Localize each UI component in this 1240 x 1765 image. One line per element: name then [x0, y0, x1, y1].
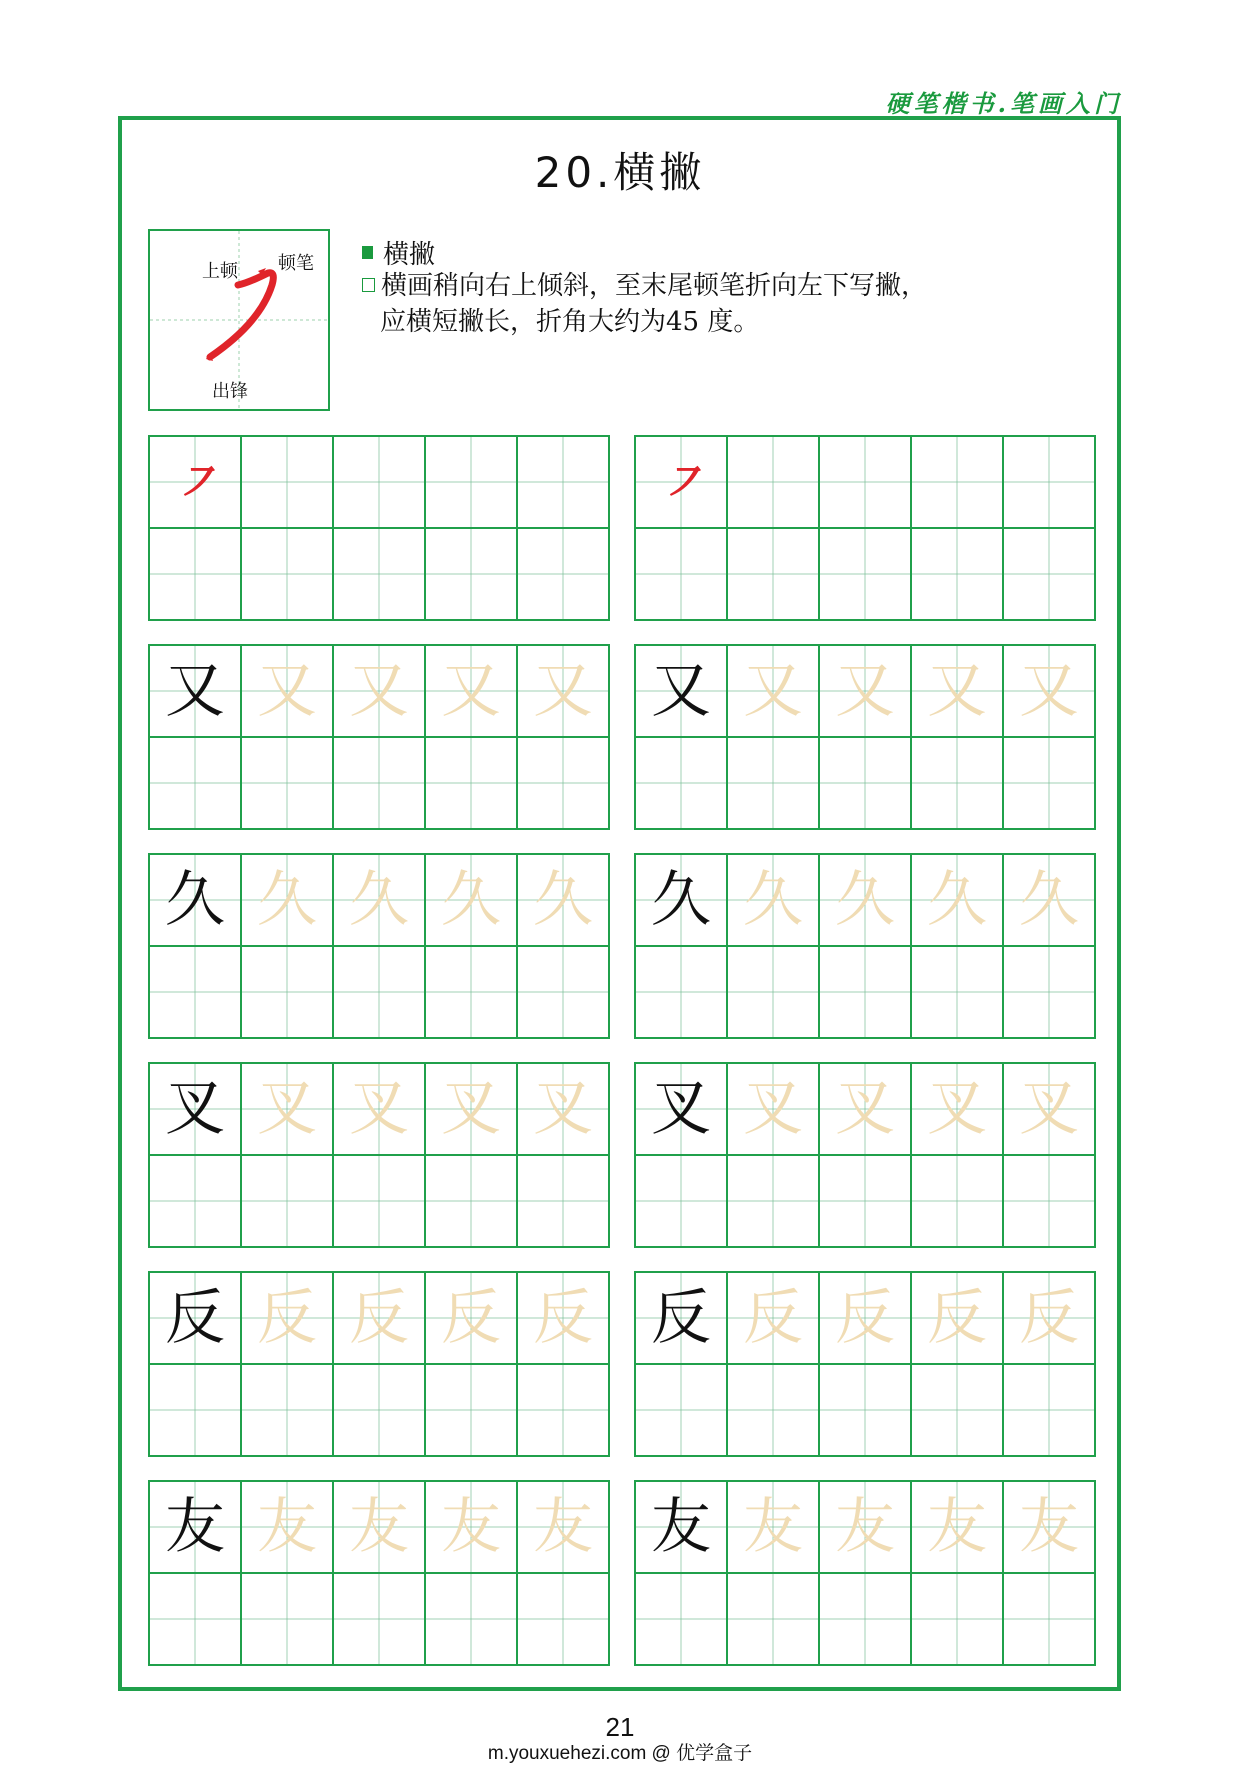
trace-character: 友 [533, 1492, 593, 1562]
writing-cell[interactable] [332, 1363, 424, 1455]
writing-cell[interactable] [634, 527, 726, 619]
trace-character: 又 [441, 656, 501, 726]
writing-cell[interactable] [818, 736, 910, 828]
trace-character: 友 [257, 1492, 317, 1562]
writing-cell[interactable] [726, 1363, 818, 1455]
writing-cell[interactable] [240, 1363, 332, 1455]
writing-cell[interactable] [726, 644, 818, 736]
practice-grid [148, 1480, 610, 1666]
trace-character: 又 [927, 656, 987, 726]
writing-cell[interactable] [240, 644, 332, 736]
writing-cell[interactable] [726, 1480, 818, 1572]
trace-character: 叉 [349, 1074, 409, 1144]
writing-cell[interactable] [1002, 1271, 1094, 1363]
trace-character: 反 [533, 1283, 593, 1353]
trace-character: 久 [441, 865, 501, 935]
writing-cell[interactable] [332, 1154, 424, 1246]
trace-character: 又 [835, 656, 895, 726]
model-character: 叉 [651, 1074, 711, 1144]
writing-cell[interactable] [148, 644, 240, 736]
writing-cell[interactable] [240, 1572, 332, 1664]
trace-character: 又 [743, 656, 803, 726]
writing-cell[interactable] [240, 945, 332, 1037]
writing-cell[interactable] [818, 1480, 910, 1572]
writing-cell[interactable] [332, 853, 424, 945]
trace-character: 反 [835, 1283, 895, 1353]
trace-character: 反 [441, 1283, 501, 1353]
practice-grid [634, 1480, 1096, 1666]
stroke-demo-box [148, 229, 330, 411]
writing-cell[interactable] [726, 1572, 818, 1664]
writing-cell[interactable] [240, 1271, 332, 1363]
writing-cell[interactable] [332, 945, 424, 1037]
writing-cell[interactable] [634, 1271, 726, 1363]
writing-cell[interactable] [1002, 853, 1094, 945]
page-number: 21 [605, 1712, 635, 1742]
model-character: 友 [651, 1492, 711, 1562]
trace-character: 又 [257, 656, 317, 726]
demo-label-bottom: 出锋 [212, 381, 248, 402]
writing-cell[interactable] [148, 1062, 240, 1154]
trace-character: 叉 [1019, 1074, 1079, 1144]
practice-grid [634, 1062, 1096, 1248]
trace-character: 反 [257, 1283, 317, 1353]
writing-cell[interactable] [910, 853, 1002, 945]
writing-cell[interactable] [634, 644, 726, 736]
model-character: 又 [165, 656, 225, 726]
writing-cell[interactable] [516, 1271, 608, 1363]
model-character: 反 [651, 1283, 711, 1353]
writing-cell[interactable] [818, 527, 910, 619]
page-title: 20.横撇 [534, 148, 706, 197]
trace-character: 反 [349, 1283, 409, 1353]
writing-cell[interactable] [726, 736, 818, 828]
writing-cell[interactable] [424, 527, 516, 619]
writing-cell[interactable] [910, 527, 1002, 619]
writing-cell[interactable] [148, 853, 240, 945]
trace-character: 友 [1019, 1492, 1079, 1562]
trace-character: 久 [1019, 865, 1079, 935]
header-brand: 硬笔楷书.笔画入门 [885, 89, 1122, 118]
practice-grid [148, 1271, 610, 1457]
writing-cell[interactable] [424, 853, 516, 945]
model-character: ㇇ [658, 455, 704, 509]
writing-cell[interactable] [1002, 945, 1094, 1037]
writing-cell[interactable] [148, 1154, 240, 1246]
writing-cell[interactable] [148, 1271, 240, 1363]
writing-cell[interactable] [516, 1062, 608, 1154]
writing-cell[interactable] [240, 435, 332, 527]
writing-cell[interactable] [818, 1271, 910, 1363]
trace-character: 友 [927, 1492, 987, 1562]
writing-cell[interactable] [634, 1572, 726, 1664]
writing-cell[interactable] [240, 1062, 332, 1154]
writing-cell[interactable] [424, 435, 516, 527]
writing-cell[interactable] [516, 1363, 608, 1455]
writing-cell[interactable] [424, 1062, 516, 1154]
writing-cell[interactable] [726, 853, 818, 945]
writing-cell[interactable] [332, 527, 424, 619]
writing-cell[interactable] [332, 1572, 424, 1664]
trace-character: 又 [533, 656, 593, 726]
writing-cell[interactable] [910, 435, 1002, 527]
writing-cell[interactable] [148, 1363, 240, 1455]
writing-cell[interactable] [240, 527, 332, 619]
stroke-description [362, 268, 1082, 340]
writing-cell[interactable] [1002, 1572, 1094, 1664]
description-line-1: 横画稍向右上倾斜，至末尾顿笔折向左下写撇， [362, 268, 1082, 304]
trace-character: 叉 [927, 1074, 987, 1144]
writing-cell[interactable] [516, 1154, 608, 1246]
writing-cell[interactable] [516, 435, 608, 527]
trace-character: 友 [349, 1492, 409, 1562]
writing-cell[interactable] [148, 527, 240, 619]
writing-cell[interactable] [818, 945, 910, 1037]
writing-cell[interactable] [516, 1480, 608, 1572]
model-character: 友 [165, 1492, 225, 1562]
writing-cell[interactable] [818, 1154, 910, 1246]
writing-cell[interactable] [424, 1271, 516, 1363]
writing-cell[interactable] [148, 435, 240, 527]
trace-character: 又 [1019, 656, 1079, 726]
writing-cell[interactable] [818, 1062, 910, 1154]
writing-cell[interactable] [818, 1363, 910, 1455]
trace-character: 友 [441, 1492, 501, 1562]
practice-grid [634, 644, 1096, 830]
practice-grid [148, 435, 610, 621]
writing-cell[interactable] [424, 1572, 516, 1664]
writing-cell[interactable] [910, 1271, 1002, 1363]
writing-cell[interactable] [332, 1062, 424, 1154]
model-character: 久 [165, 865, 225, 935]
writing-cell[interactable] [148, 1572, 240, 1664]
trace-character: 久 [349, 865, 409, 935]
practice-grid [148, 1062, 610, 1248]
writing-cell[interactable] [634, 853, 726, 945]
writing-cell[interactable] [726, 435, 818, 527]
writing-cell[interactable] [1002, 1363, 1094, 1455]
writing-cell[interactable] [332, 644, 424, 736]
writing-cell[interactable] [634, 435, 726, 527]
model-character: ㇇ [172, 455, 218, 509]
writing-cell[interactable] [424, 644, 516, 736]
writing-cell[interactable] [424, 1480, 516, 1572]
writing-cell[interactable] [726, 945, 818, 1037]
writing-cell[interactable] [516, 1572, 608, 1664]
description-line-2: 应横短撇长，折角大约为45 度。 [380, 307, 760, 337]
trace-character: 又 [349, 656, 409, 726]
writing-cell[interactable] [240, 853, 332, 945]
trace-character: 久 [257, 865, 317, 935]
open-square-icon [362, 278, 375, 292]
writing-cell[interactable] [1002, 1062, 1094, 1154]
writing-cell[interactable] [148, 1480, 240, 1572]
trace-character: 友 [835, 1492, 895, 1562]
writing-cell[interactable] [1002, 527, 1094, 619]
model-character: 又 [651, 656, 711, 726]
writing-cell[interactable] [634, 1062, 726, 1154]
footer-site: m.youxuehezi.com @ 优学盒子 [487, 1743, 753, 1764]
filled-square-icon [362, 246, 373, 259]
writing-cell[interactable] [634, 736, 726, 828]
writing-cell[interactable] [332, 1480, 424, 1572]
writing-cell[interactable] [424, 1154, 516, 1246]
writing-cell[interactable] [1002, 736, 1094, 828]
trace-character: 叉 [743, 1074, 803, 1144]
trace-character: 叉 [257, 1074, 317, 1144]
writing-cell[interactable] [910, 1363, 1002, 1455]
section-heading [362, 234, 435, 271]
writing-cell[interactable] [634, 1154, 726, 1246]
trace-character: 叉 [441, 1074, 501, 1144]
writing-cell[interactable] [726, 1271, 818, 1363]
trace-character: 反 [743, 1283, 803, 1353]
demo-label-top-right: 顿笔 [278, 253, 314, 274]
writing-cell[interactable] [726, 1062, 818, 1154]
writing-cell[interactable] [910, 1154, 1002, 1246]
model-character: 叉 [165, 1074, 225, 1144]
writing-cell[interactable] [1002, 435, 1094, 527]
writing-cell[interactable] [910, 644, 1002, 736]
writing-cell[interactable] [910, 1572, 1002, 1664]
writing-cell[interactable] [634, 1363, 726, 1455]
writing-cell[interactable] [818, 435, 910, 527]
writing-cell[interactable] [1002, 644, 1094, 736]
model-character: 久 [651, 865, 711, 935]
writing-cell[interactable] [516, 644, 608, 736]
trace-character: 久 [743, 865, 803, 935]
trace-character: 叉 [533, 1074, 593, 1144]
writing-cell[interactable] [424, 1363, 516, 1455]
writing-cell[interactable] [818, 644, 910, 736]
writing-cell[interactable] [910, 1062, 1002, 1154]
writing-cell[interactable] [240, 1480, 332, 1572]
writing-cell[interactable] [148, 945, 240, 1037]
writing-cell[interactable] [516, 945, 608, 1037]
writing-cell[interactable] [726, 527, 818, 619]
writing-cell[interactable] [516, 853, 608, 945]
writing-cell[interactable] [1002, 1154, 1094, 1246]
practice-grid [634, 853, 1096, 1039]
writing-cell[interactable] [516, 736, 608, 828]
practice-grid [148, 853, 610, 1039]
trace-character: 久 [927, 865, 987, 935]
writing-cell[interactable] [818, 853, 910, 945]
trace-character: 久 [533, 865, 593, 935]
writing-cell[interactable] [634, 1480, 726, 1572]
trace-character: 久 [835, 865, 895, 935]
practice-grid [634, 435, 1096, 621]
trace-character: 反 [927, 1283, 987, 1353]
practice-grid [634, 1271, 1096, 1457]
demo-label-top-left: 上顿 [202, 261, 238, 282]
writing-cell[interactable] [910, 736, 1002, 828]
writing-cell[interactable] [424, 945, 516, 1037]
practice-grid [148, 644, 610, 830]
writing-cell[interactable] [516, 527, 608, 619]
writing-cell[interactable] [1002, 1480, 1094, 1572]
writing-cell[interactable] [818, 1572, 910, 1664]
trace-character: 叉 [835, 1074, 895, 1144]
writing-cell[interactable] [332, 1271, 424, 1363]
stroke-demo-path [210, 273, 273, 357]
section-heading-text: 横撇 [383, 240, 436, 270]
writing-cell[interactable] [332, 435, 424, 527]
writing-cell[interactable] [148, 736, 240, 828]
model-character: 反 [165, 1283, 225, 1353]
writing-cell[interactable] [332, 736, 424, 828]
trace-character: 友 [743, 1492, 803, 1562]
writing-cell[interactable] [910, 945, 1002, 1037]
writing-cell[interactable] [424, 736, 516, 828]
writing-cell[interactable] [240, 1154, 332, 1246]
writing-cell[interactable] [726, 1154, 818, 1246]
trace-character: 反 [1019, 1283, 1079, 1353]
writing-cell[interactable] [910, 1480, 1002, 1572]
writing-cell[interactable] [634, 945, 726, 1037]
writing-cell[interactable] [240, 736, 332, 828]
